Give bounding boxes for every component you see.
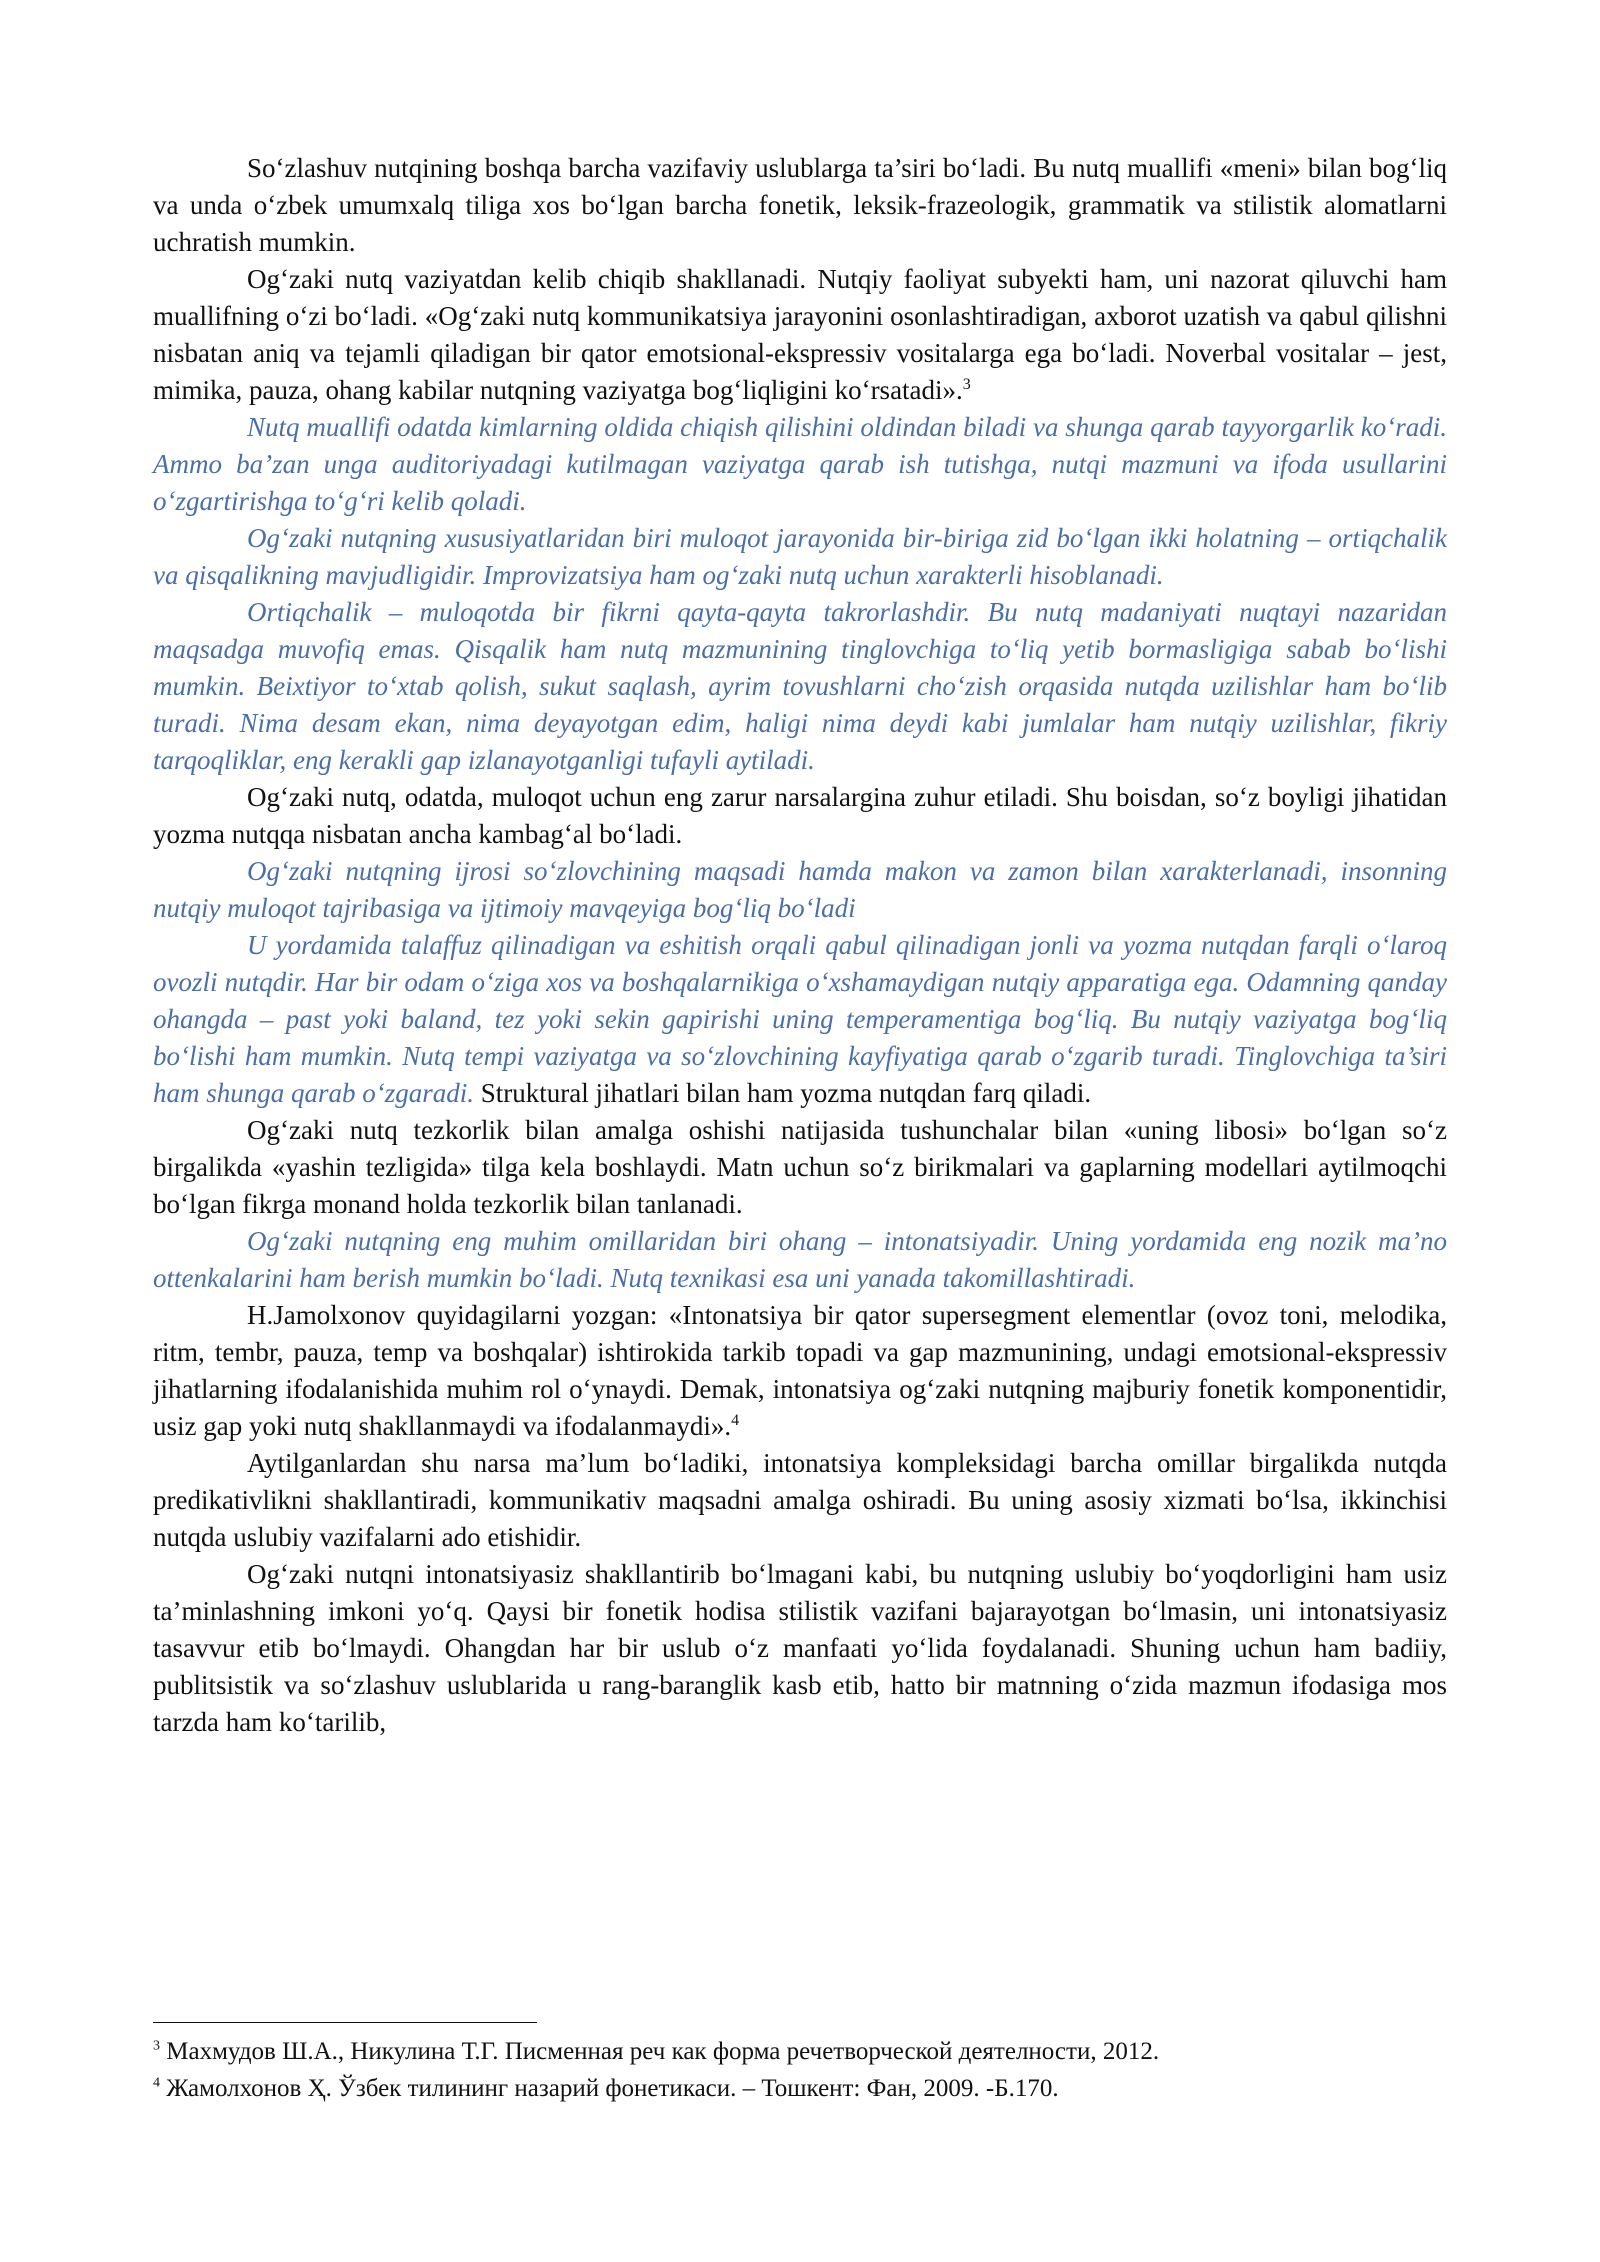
paragraph-text: Og‘zaki nutqni intonatsiyasiz shakllantirib bo‘lmagani kabi, bu nutqning uslubiy bo‘yoqdorligini ham usiz ta’minlashning imkoni yo‘q. Qaysi bir fonetik hodisa stilistik vazifani bajarayotgan bo‘lmasin, uni intonatsiyasiz tasavvur etib bo‘lmaydi. Ohangdan har bir uslub o‘z manfaati yo‘lida foydalanadi. Shuning uchun ham badiiy, publitsistik va so‘zlashuv uslublarida u rang-baranglik kasb etib, hatto bir matnning o‘zida mazmun ifodasiga mos tarzda ham ko‘tarilib, <box>153 1559 1447 1737</box>
paragraph-text: Struktural jihatlari bilan ham yozma nutqdan farq qiladi. <box>474 1078 1092 1108</box>
paragraph <box>153 1556 1447 1741</box>
footnote <box>153 2033 1447 2070</box>
paragraph <box>153 779 1447 853</box>
paragraph-text: Og‘zaki nutq vaziyatdan kelib chiqib shakllanadi. Nutqiy faoliyat subyekti ham, uni nazorat qiluvchi ham muallifning o‘zi bo‘ladi. «Og‘zaki nutq kommunikatsiya jarayonini osonlashtiradigan, axborot uzatish va qabul qilishni nisbatan aniq va tejamli qiladigan bir qator emotsional-ekspressiv vositalarga ega bo‘ladi. Noverbal vositalar – jest, mimika, pauza, ohang kabilar nutqning vaziyatga bog‘liqligini ko‘rsatadi». <box>153 264 1447 405</box>
paragraph-text: Og‘zaki nutq tezkorlik bilan amalga oshishi natijasida tushunchalar bilan «uning libosi» bo‘lgan so‘z birgalikda «yashin tezligida» tilga kela boshlaydi. Matn uchun so‘z birikmalari va gaplarning modellari aytilmoqchi bo‘lgan fikrga monand holda tezkorlik bilan tanlanadi. <box>153 1115 1447 1219</box>
italic-paragraph <box>153 1223 1447 1297</box>
footnote-reference[interactable]: 3 <box>962 376 971 393</box>
paragraph-text: Ortiqchalik – muloqotda bir fikrni qayta-qayta takrorlashdir. Bu nutq madaniyati nuqtayi nazaridan maqsadga muvofiq emas. Qisqalik ham nutq mazmunining tinglovchiga to‘liq yetib bormasligiga sabab bo‘lishi mumkin. Beixtiyor to‘xtab qolish, sukut saqlash, ayrim tovushlarni cho‘zish orqasida nutqda uzilishlar ham bo‘lib turadi. Nima desam ekan, nima deyayotgan edim, haligi nima deydi kabi jumlalar ham nutqiy uzilishlar, fikriy tarqoqliklar, eng kerakli gap izlanayotganligi tufayli aytiladi. <box>153 597 1447 775</box>
paragraph <box>153 1297 1447 1445</box>
paragraph-text: Og‘zaki nutqning eng muhim omillaridan biri ohang – intonatsiyadir. Uning yordamida eng nozik ma’no ottenkalarini ham berish mumkin bo‘ladi. Nutq texnikasi esa uni yanada takomillashtiradi. <box>153 1226 1447 1293</box>
mixed-paragraph <box>153 927 1447 1112</box>
footnote-separator <box>153 2022 537 2023</box>
paragraph-text: Aytilganlardan shu narsa ma’lum bo‘ladiki, intonatsiya kompleksidagi barcha omillar birgalikda nutqda predikativlikni shakllantiradi, kommunikativ maqsadni amalga oshiradi. Bu uning asosiy xizmati bo‘lsa, ikkinchisi nutqda uslubiy vazifalarni ado etishidir. <box>153 1448 1447 1552</box>
paragraph <box>153 261 1447 409</box>
italic-paragraph <box>153 594 1447 779</box>
footnote-text: Жамолхонов Ҳ. Ўзбек тилининг назарий фонетикаси. – Тошкент: Фан, 2009. -Б.170. <box>160 2075 1059 2102</box>
italic-paragraph <box>153 853 1447 927</box>
footnote-reference[interactable]: 4 <box>731 1412 740 1429</box>
paragraph-text: H.Jamolxonov quyidagilarni yozgan: «Intonatsiya bir qator supersegment elementlar (ovoz toni, melodika, ritm, tembr, pauza, temp va boshqalar) ishtirokida tarkib topadi va gap mazmunining, undagi emotsional-ekspressiv jihatlarning ifodalanishida muhim rol o‘ynaydi. Demak, intonatsiya og‘zaki nutqning majburiy fonetik komponentidir, usiz gap yoki nutq shakllanmaydi va ifodalanmaydi». <box>153 1300 1447 1441</box>
footnote-number: 3 <box>153 2038 160 2054</box>
italic-text: U yordamida talaffuz qilinadigan va eshitish orqali qabul qilinadigan jonli va yozma nutqdan farqli o‘laroq ovozli nutqdir. Har bir odam o‘ziga xos va boshqalarnikiga o‘xshamaydigan nutqiy apparatiga ega. Odamning qanday ohangda – past yoki baland, tez yoki sekin gapirishi uning temperamentiga bog‘liq. Bu nutqiy vaziyatga bog‘liq bo‘lishi ham mumkin. Nutq tempi vaziyatga va so‘zlovchining kayfiyatiga qarab o‘zgarib turadi. Tinglovchiga ta’siri ham shunga qarab o‘zgaradi. <box>153 930 1447 1108</box>
paragraph-text: Og‘zaki nutq, odatda, muloqot uchun eng zarur narsalargina zuhur etiladi. Shu boisdan, so‘z boyligi jihatidan yozma nutqqa nisbatan ancha kambag‘al bo‘ladi. <box>153 782 1447 849</box>
footnote-text: Махмудов Ш.А., Никулина Т.Г. Писменная реч как форма речетворческой деятелности, 2012. <box>160 2038 1160 2065</box>
italic-paragraph <box>153 520 1447 594</box>
paragraph-text: Og‘zaki nutqning ijrosi so‘zlovchining maqsadi hamda makon va zamon bilan xarakterlanadi, insonning nutqiy muloqot tajribasiga va ijtimoiy mavqeyiga bog‘liq bo‘ladi <box>153 856 1447 923</box>
paragraph-text: Nutq muallifi odatda kimlarning oldida chiqish qilishini oldindan biladi va shunga qarab tayyorgarlik ko‘radi. Ammo ba’zan unga auditoriyadagi kutilmagan vaziyatga qarab ish tutishga, nutqi mazmuni va ifoda usullarini o‘zgartirishga to‘g‘ri kelib qoladi. <box>153 412 1447 516</box>
footnote-number: 4 <box>153 2075 160 2091</box>
footnote <box>153 2070 1447 2107</box>
document-body <box>153 150 1447 1741</box>
italic-paragraph <box>153 409 1447 520</box>
paragraph-text: So‘zlashuv nutqining boshqa barcha vazifaviy uslublarga ta’siri bo‘ladi. Bu nutq muallifi «meni» bilan bog‘liq va unda o‘zbek umumxalq tiliga xos bo‘lgan barcha fonetik, leksik-frazeologik, grammatik va stilistik alomatlarni uchratish mumkin. <box>153 153 1447 257</box>
paragraph <box>153 1445 1447 1556</box>
paragraph-text: Og‘zaki nutqning xususiyatlaridan biri muloqot jarayonida bir-biriga zid bo‘lgan ikki holatning – ortiqchalik va qisqalikning mavjudligidir. Improvizatsiya ham og‘zaki nutq uchun xarakterli hisoblanadi. <box>153 523 1447 590</box>
paragraph <box>153 150 1447 261</box>
paragraph <box>153 1112 1447 1223</box>
footnotes <box>153 2033 1447 2107</box>
